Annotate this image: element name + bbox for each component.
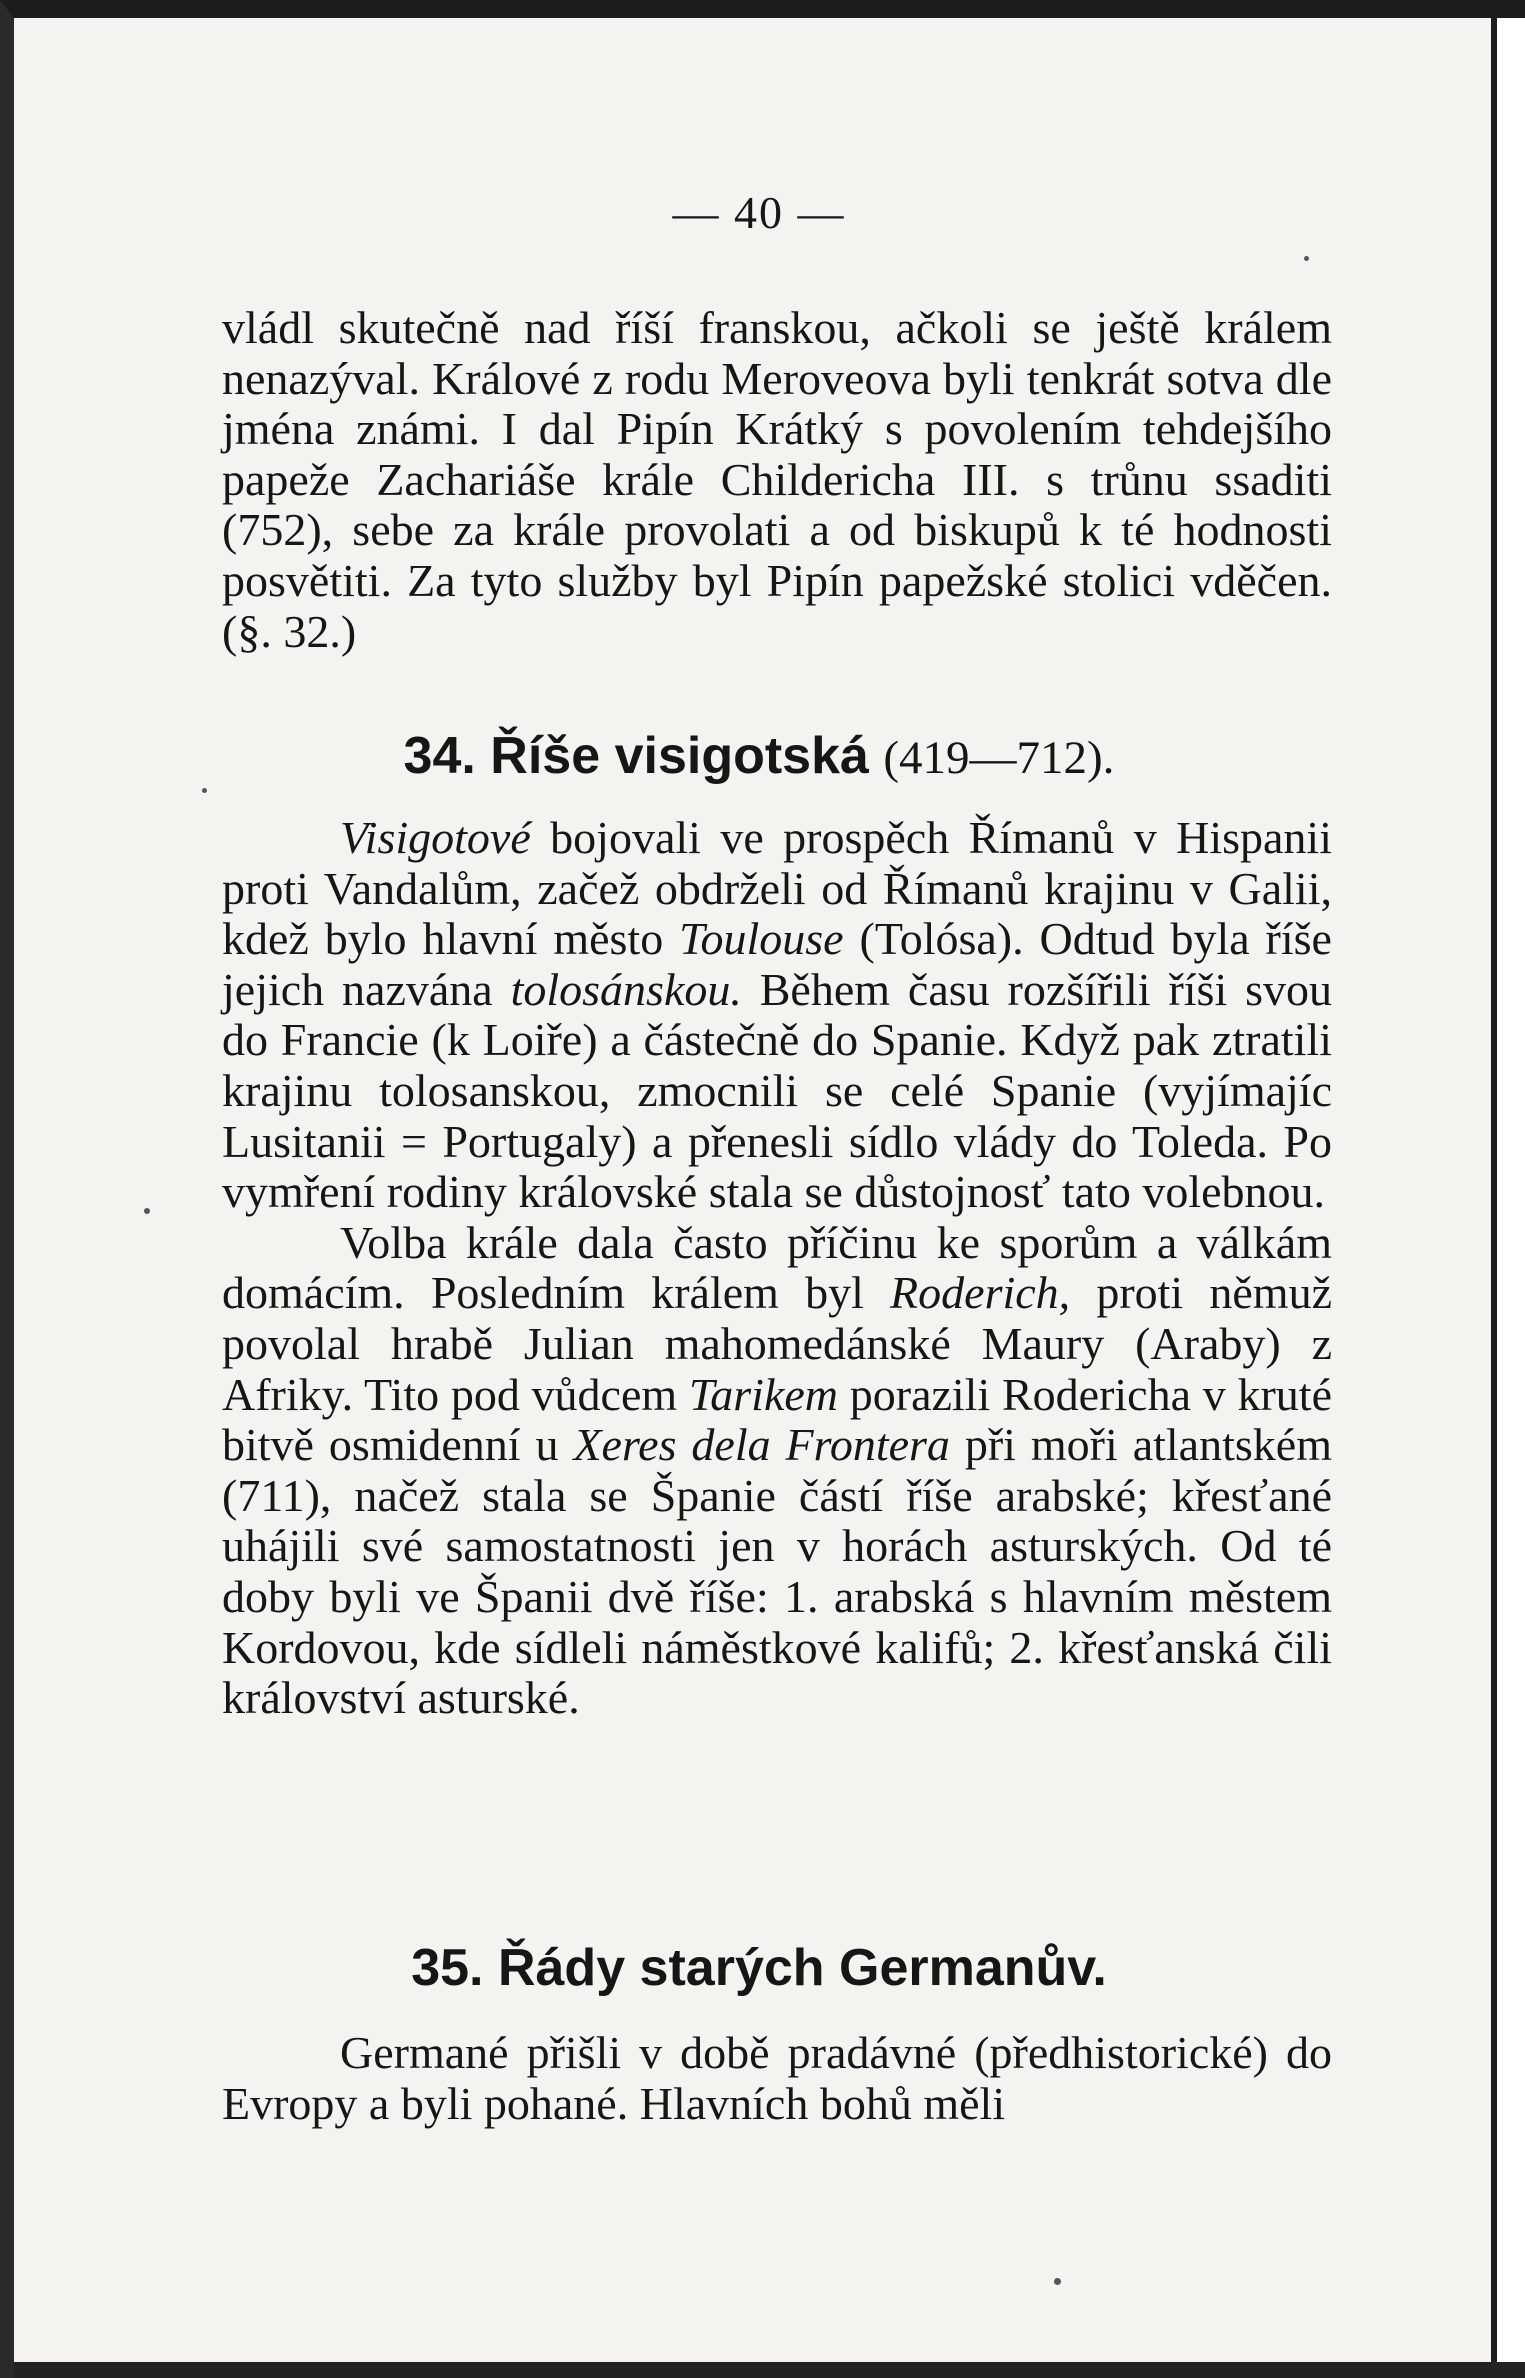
page-edge xyxy=(14,2362,1525,2378)
term-italic: Visigotové xyxy=(340,812,531,863)
text-run: Volba krále dala často příčinu ke sporům a válkám domácím. Posledním králem byl xyxy=(222,1216,1332,1319)
term-italic: Xeres dela Frontera xyxy=(573,1419,950,1471)
paper-speck xyxy=(202,788,207,793)
text-run: při moři atlantském (711), načež stala se Španie částí říše arabské; křesťané uhájili své samostatnosti jen v horách asturských. Od té doby byli ve Španii dvě říše: 1. arabská s hlavním městem Kordovou, kde sídleli náměstkové kalifů; 2. křesťanská čili království asturské. xyxy=(222,1419,1332,1724)
section-34-body xyxy=(222,813,1332,1724)
paragraph xyxy=(222,813,1332,1218)
paragraph: Germané přišli v době pradávné (předhistorické) do Evropy a byli pohané. Hlavních bohů měli xyxy=(222,2027,1332,2129)
section-number: 34. xyxy=(403,727,476,785)
text-run: porazili Rodericha v kruté bitvě osmidenní u xyxy=(222,1368,1332,1471)
section-heading-34 xyxy=(14,726,1504,786)
page-edge xyxy=(1491,18,1525,2378)
term-italic: Tarikem xyxy=(688,1368,839,1420)
intro-text xyxy=(222,303,1332,657)
term-italic: tolosánskou. xyxy=(510,963,742,1015)
paper-speck xyxy=(1054,2278,1061,2285)
paper-speck xyxy=(1304,256,1309,261)
section-title: Říše visigotská xyxy=(490,727,869,785)
page-number: — 40 — xyxy=(672,187,846,238)
section-title: Řády starých Germanův. xyxy=(497,1939,1107,1997)
term-italic: Toulouse xyxy=(679,913,844,965)
text-run: Během času rozšířili říši svou do Francie (k Loiře) a částečně do Spanie. Když pak ztratili krajinu tolosanskou, zmocnili se celé Spanie (vyjímajíc Lusitanii = Portugaly) a přenesli sídlo vlády do Toleda. Po vymření rodiny královské stala se důstojnosť tato volebnou. xyxy=(222,963,1333,1218)
paragraph: vládl skutečně nad říší franskou, ačkoli se ještě králem nenazýval. Králové z rodu Meroveova byli tenkrát sotva dle jména známi. I dal Pipín Krátký s povolením tehdejšího papeže Zachariáše krále Childericha III. s trůnu ssaditi (752), sebe za krále provolati a od biskupů k té hodnosti posvětiti. Za tyto služby byl Pipín papežské stolici vděčen. (§. 32.) xyxy=(222,302,1332,657)
paper-speck xyxy=(144,1208,150,1214)
text-run: proti němuž povolal hrabě Julian mahomedánské Maury (Araby) z Afriky. Tito pod vůdcem xyxy=(222,1267,1332,1420)
section-number: 35. xyxy=(411,1939,484,1997)
section-35-body xyxy=(222,2028,1332,2129)
text-run: (Tolósa). Odtud byla říše jejich nazvána xyxy=(222,913,1332,1015)
paragraph xyxy=(222,1218,1332,1724)
section-dates: (419—712). xyxy=(883,732,1115,784)
section-heading-35 xyxy=(14,1938,1504,1998)
term-italic: Roderich, xyxy=(890,1267,1071,1319)
text-run: bojovali ve prospěch Římanů v Hispanii proti Vandalům, začež obdrželi od Římanů krajinu v Galii, kdež bylo hlavní město xyxy=(222,812,1332,965)
